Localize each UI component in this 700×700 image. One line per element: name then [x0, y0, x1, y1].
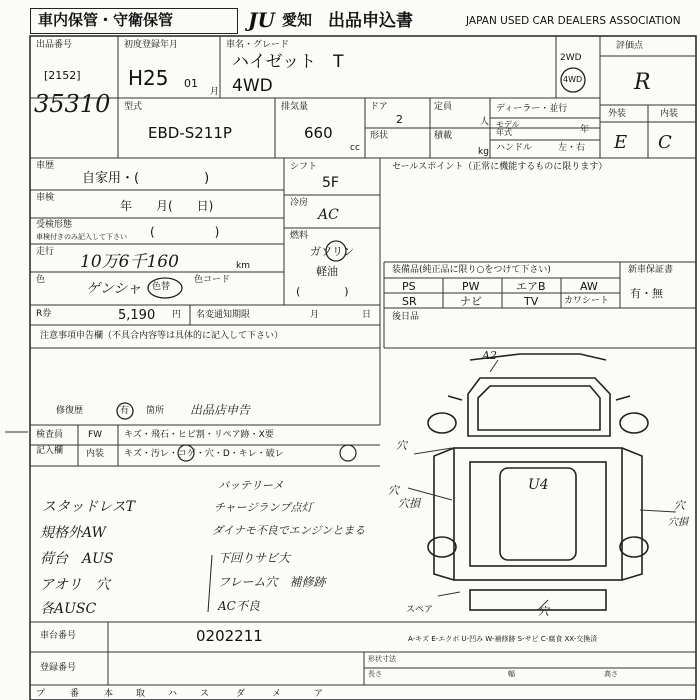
note-each: 各AUSC: [40, 601, 97, 617]
checker-label-1: 検査員: [36, 430, 64, 440]
drive-4wd: 4WD: [563, 75, 583, 84]
grade-label: 評価点: [616, 41, 644, 51]
damage-legend: A-キズ E-エクボ U-凹み W-補修跡 S-サビ C-腐食 XX-交換済: [408, 635, 598, 643]
plate-label: 登録番号: [40, 663, 77, 673]
year-unit: 年: [580, 125, 590, 135]
capacity-unit: 人: [480, 117, 490, 127]
ac-value: AC: [318, 207, 339, 223]
equip-sr: SR: [402, 295, 417, 308]
bottom-cell-8: ア: [314, 689, 324, 699]
checker-row2-key: 内装: [86, 449, 105, 459]
checker-label-2: 記入欄: [36, 446, 64, 456]
model-code: EBD-S211P: [148, 124, 232, 142]
car-name-label: 車名・グレード: [226, 40, 290, 50]
repair-place: 箇所: [146, 406, 165, 416]
model-year-label: モデル 年式: [496, 120, 520, 137]
diagram-hole-back: 穴: [538, 605, 549, 618]
load-label: 積載: [434, 131, 453, 141]
equip-aw: AW: [580, 280, 598, 293]
equip-navi: ナビ: [460, 295, 482, 308]
history-value: 自家用・( ): [82, 171, 210, 186]
note-frame: フレーム穴 補修跡: [218, 575, 326, 589]
history-label: 車歴: [36, 161, 55, 171]
note-under: 下回りサビ大: [218, 551, 291, 565]
recycle-label: R券: [36, 309, 52, 319]
accept-note: 車検付きのみ記入して下さい: [36, 233, 127, 241]
equip-airbag: エアB: [516, 280, 546, 293]
listing-number-label: 出品番号: [36, 40, 73, 50]
drive-2wd: 2WD: [560, 53, 582, 63]
note-charge: チャージランプ点灯: [214, 501, 313, 514]
exterior-grade: E: [614, 132, 628, 153]
bottom-cell-5: ス: [200, 689, 210, 699]
recycle-unit: 円: [172, 310, 182, 320]
color-code-label: 色コード: [194, 275, 231, 285]
equipment-label: 装備品(純正品に限り○をつけて下さい): [392, 265, 551, 275]
diagram-spare: スペア: [406, 605, 434, 615]
fuel-label: 燃料: [290, 231, 309, 241]
note-studless: スタッドレスT: [42, 499, 135, 515]
form-title: 出品申込書: [328, 11, 413, 31]
checker-row1-key: FW: [88, 430, 103, 440]
bottom-cell-7: メ: [272, 689, 282, 699]
checker-row2: キズ・汚レ・コゲ・穴・D・キレ・破レ: [124, 449, 284, 459]
color-value: ゲンシャ: [86, 281, 142, 297]
new-warranty-value: 有・無: [630, 287, 663, 300]
dims-length: 長さ: [368, 670, 382, 678]
color-label: 色: [36, 275, 46, 285]
equip-ps: PS: [402, 280, 416, 293]
bottom-cell-3: 取: [136, 689, 146, 699]
registration-year: H25: [128, 66, 169, 90]
note-gate: アオリ 穴: [40, 577, 110, 593]
period-day: 日: [362, 310, 372, 320]
repair-has: 有: [120, 406, 130, 416]
repair-note: 出品店申告: [190, 403, 251, 417]
bottom-cell-0: プ: [36, 689, 46, 699]
handle-label: ハンドル: [496, 143, 533, 153]
sales-point-label: セールスポイント（正常に機能するものに限ります）: [392, 162, 608, 172]
accept-label: 受検形態: [36, 220, 73, 230]
checker-row1: キズ・飛石・ヒビ割・リペア跡・X要: [124, 430, 274, 440]
displacement-unit: cc: [350, 143, 360, 153]
exterior-label: 外装: [608, 109, 627, 119]
grade-score: R: [634, 70, 651, 95]
new-warranty-label: 新車保証書: [628, 265, 674, 275]
bottom-cell-4: ハ: [168, 689, 178, 699]
displacement-label: 排気量: [281, 102, 309, 112]
fuel-light-oil: 軽油: [316, 265, 338, 278]
assoc-name: JAPAN USED CAR DEALERS ASSOCIATION: [466, 15, 681, 27]
org-name: 愛知: [282, 11, 313, 29]
chassis-label: 車台番号: [40, 631, 77, 641]
repaint-label: 色替: [152, 282, 171, 292]
recycle-amount: 5,190: [118, 308, 156, 323]
interior-grade: C: [658, 132, 672, 153]
equip-tv: TV: [524, 295, 539, 308]
dims-label: 形状寸法: [368, 655, 396, 663]
shift-value: 5F: [322, 175, 339, 191]
storage-label: 車内保管・守衛保管: [38, 11, 174, 29]
fuel-gasoline: ガソリン: [310, 245, 354, 258]
registration-month-unit: 月: [210, 87, 220, 97]
mileage-value: 10万6千160: [80, 252, 179, 272]
car-grade: 4WD: [232, 76, 273, 96]
note-battery: バッテリーメ: [218, 479, 284, 492]
bottom-cell-1: 番: [70, 689, 80, 699]
fuel-bracket: ( ): [296, 285, 349, 298]
equip-pw: PW: [462, 280, 480, 293]
ac-label: 冷房: [290, 198, 309, 208]
after-label: 後日品: [392, 312, 420, 322]
chassis-number: 0202211: [196, 627, 263, 645]
mileage-label: 走行: [36, 247, 55, 257]
mileage-unit: km: [236, 261, 250, 271]
bottom-cell-2: 本: [104, 689, 114, 699]
diagram-hole-right: 穴: [674, 499, 685, 512]
dims-height: 高さ: [604, 670, 618, 678]
diagram-u4: U4: [528, 477, 549, 493]
bottom-cell-6: ダ: [236, 689, 246, 699]
listing-number: 35310: [34, 90, 111, 118]
doors-label: ドア: [370, 102, 388, 112]
registration-month: 01: [184, 77, 198, 90]
period-month: 月: [310, 310, 320, 320]
caution-label: 注意事項申告欄（不具合内容等は具体的に記入して下さい）: [40, 331, 284, 341]
equip-leather: カワシート: [564, 296, 610, 306]
model-label: 型式: [124, 102, 143, 112]
interior-label: 内装: [660, 109, 679, 119]
doors: 2: [396, 113, 403, 126]
handle-value: 左・右: [558, 143, 586, 153]
registration-label: 初度登録年月: [124, 40, 179, 50]
dims-width: 幅: [508, 670, 515, 678]
diagram-a2: A2: [482, 349, 497, 362]
inspection-label: 車検: [36, 193, 55, 203]
note-aw: 規格外AW: [40, 525, 106, 541]
shift-label: シフト: [290, 162, 318, 172]
displacement: 660: [304, 124, 333, 142]
repair-label: 修復歴: [56, 406, 84, 416]
shape-label: 形状: [370, 131, 389, 141]
period-label: 名変通知期限: [196, 310, 251, 320]
note-dynamo: ダイナモ不良でエンジンとまる: [212, 524, 366, 537]
note-ac-bad: AC不良: [218, 599, 260, 613]
load-unit: kg: [478, 147, 489, 157]
diagram-hole-left: 穴: [396, 439, 407, 452]
ju-logo: JU: [248, 8, 275, 32]
car-name: ハイゼット T: [232, 52, 344, 72]
note-bed: 荷台 AUS: [40, 551, 114, 567]
capacity-label: 定員: [434, 102, 453, 112]
diagram-hole-damage-right: 穴損: [668, 517, 688, 528]
inspection-value: 年 月( 日): [120, 199, 214, 213]
diagram-hole-damage-left: 穴損: [398, 497, 420, 510]
dealer-label: ディーラー・並行: [496, 104, 568, 114]
diagram-hole-left-2: 穴: [388, 484, 399, 497]
listing-sub-number: [2152]: [44, 69, 81, 82]
accept-value: ( ): [150, 225, 220, 239]
